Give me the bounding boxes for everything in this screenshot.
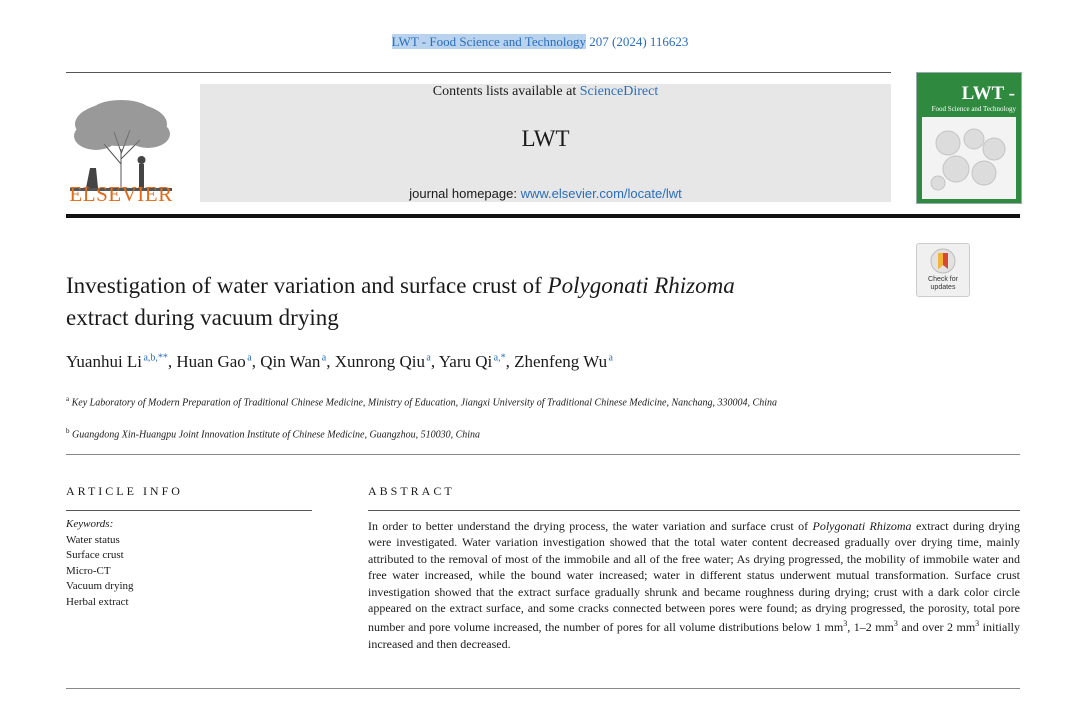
article-info-heading: ARTICLE INFO	[66, 484, 183, 498]
keyword-item: Herbal extract	[66, 595, 129, 608]
section-divider	[66, 454, 1020, 455]
author-name[interactable]: Yuanhui Li	[66, 352, 143, 371]
author-affiliation-mark[interactable]: a,b,**	[143, 352, 168, 364]
bottom-divider	[66, 688, 1020, 689]
affiliation-mark: a	[66, 395, 70, 403]
abstract-superscript: 3	[843, 619, 848, 629]
homepage-link[interactable]: www.elsevier.com/locate/lwt	[520, 186, 682, 201]
badge-line-2: updates	[930, 284, 956, 291]
title-text-1: Investigation of water variation and surface crust of	[66, 273, 548, 298]
abstract-superscript: 3	[893, 619, 898, 629]
header-rule	[66, 72, 891, 73]
contents-prefix: Contents lists available at	[432, 84, 577, 99]
abstract-heading: ABSTRACT	[368, 484, 455, 498]
keyword-item: Water status	[66, 534, 120, 546]
author-name[interactable]: Zhenfeng Wu	[514, 352, 608, 371]
abstract-italic-term: Polygonati Rhizoma	[812, 519, 912, 533]
abstract-segment: extract during drying were investigated. Water variation investigation showed that the total water content decreased gradually over drying time, mainly attributed to the removal of most of the immobile and all of the free water; As drying progressed, the mobility of immobile water and free water increased, while the bound water increased; water in different status underwent mutual transformation. Surface crust investigation showed that the extract surface gradually shrunk and became roughness during drying; crust with a dark color circle appeared on the extract surface, and some cracks connected between pores were found; as drying progressed, the porosity, total pore number and pore volume increased, the number of pores for all volume distributions below 1 mm	[368, 519, 1020, 635]
keyword-item: Surface crust	[66, 549, 124, 562]
author-affiliation-mark[interactable]: a	[321, 352, 327, 364]
journal-homepage	[200, 186, 891, 201]
author-name[interactable]: Huan Gao	[176, 352, 246, 371]
affiliation-b	[66, 424, 906, 442]
journal-citation[interactable]	[0, 34, 1080, 50]
abstract-segment: and over 2 mm	[897, 620, 976, 635]
affiliation-a	[66, 392, 906, 410]
keywords-list	[66, 533, 134, 610]
cover-subtitle: Food Science and Technology	[931, 105, 1016, 113]
abstract-segment: initially increased and then decreased.	[368, 620, 1020, 651]
affiliation-text: Key Laboratory of Modern Preparation of Traditional Chinese Medicine, Ministry of Education, Jiangxi University of Traditional Chinese Medicine, Nanchang, 330004, China	[71, 397, 778, 409]
badge-line-1: Check for	[928, 276, 958, 283]
header-thick-rule	[66, 214, 1020, 218]
check-updates-icon	[929, 247, 957, 275]
author-affiliation-mark[interactable]: a	[247, 352, 252, 364]
author-name[interactable]: Yaru Qi	[438, 352, 493, 371]
abstract-rule	[368, 510, 1020, 511]
article-info-rule	[66, 510, 312, 511]
author-list: Yuanhui Li $^{a,b,**}$, Huan Gao $^a$, Qin Wan $^a$, Xunrong Qiu $^a$, Yaru Qi $^{a,*}$, Zhenfeng Wu $^a$	[66, 352, 613, 371]
affiliation-text: Guangdong Xin-Huangpu Joint Innovation Institute of Chinese Medicine, Guangzhou, 510030, China	[72, 429, 481, 441]
cover-image-panel	[922, 117, 1016, 199]
keyword-item: Micro-CT	[66, 564, 111, 577]
journal-cover-thumbnail[interactable]	[916, 72, 1022, 204]
author-affiliation-mark[interactable]: a	[426, 352, 431, 364]
citation-journal-link[interactable]: LWT - Food Science and Technology	[391, 34, 586, 49]
article-title	[66, 270, 886, 334]
abstract-text	[368, 518, 1020, 652]
abstract-segment: In order to better understand the drying process, the water variation and surface crust of	[368, 519, 813, 533]
publisher-name: ELSEVIER	[69, 182, 173, 206]
check-for-updates-button[interactable]	[916, 243, 970, 297]
homepage-prefix: journal homepage:	[409, 186, 517, 201]
title-text-2: extract during vacuum drying	[66, 305, 339, 330]
author-affiliation-mark[interactable]: a,*	[493, 352, 506, 364]
author-name[interactable]: Qin Wan	[260, 352, 321, 371]
keyword-item: Vacuum drying	[66, 580, 134, 593]
author-name[interactable]: Xunrong Qiu	[334, 352, 425, 371]
journal-title: LWT	[521, 126, 570, 151]
title-text-italic: Polygonati Rhizoma	[547, 273, 735, 298]
keywords-label: Keywords:	[66, 518, 114, 530]
abstract-superscript: 3	[975, 619, 980, 629]
abstract-segment: , 1–2 mm	[847, 620, 894, 635]
sciencedirect-link[interactable]: ScienceDirect	[579, 84, 659, 99]
cover-bubbles-icon	[930, 125, 1008, 191]
contents-availability	[200, 84, 891, 100]
affiliation-mark: b	[66, 427, 70, 435]
author-affiliation-mark[interactable]: a	[608, 352, 613, 364]
citation-volume: 207 (2024) 116623	[589, 34, 689, 49]
cover-title: LWT -	[961, 83, 1015, 104]
